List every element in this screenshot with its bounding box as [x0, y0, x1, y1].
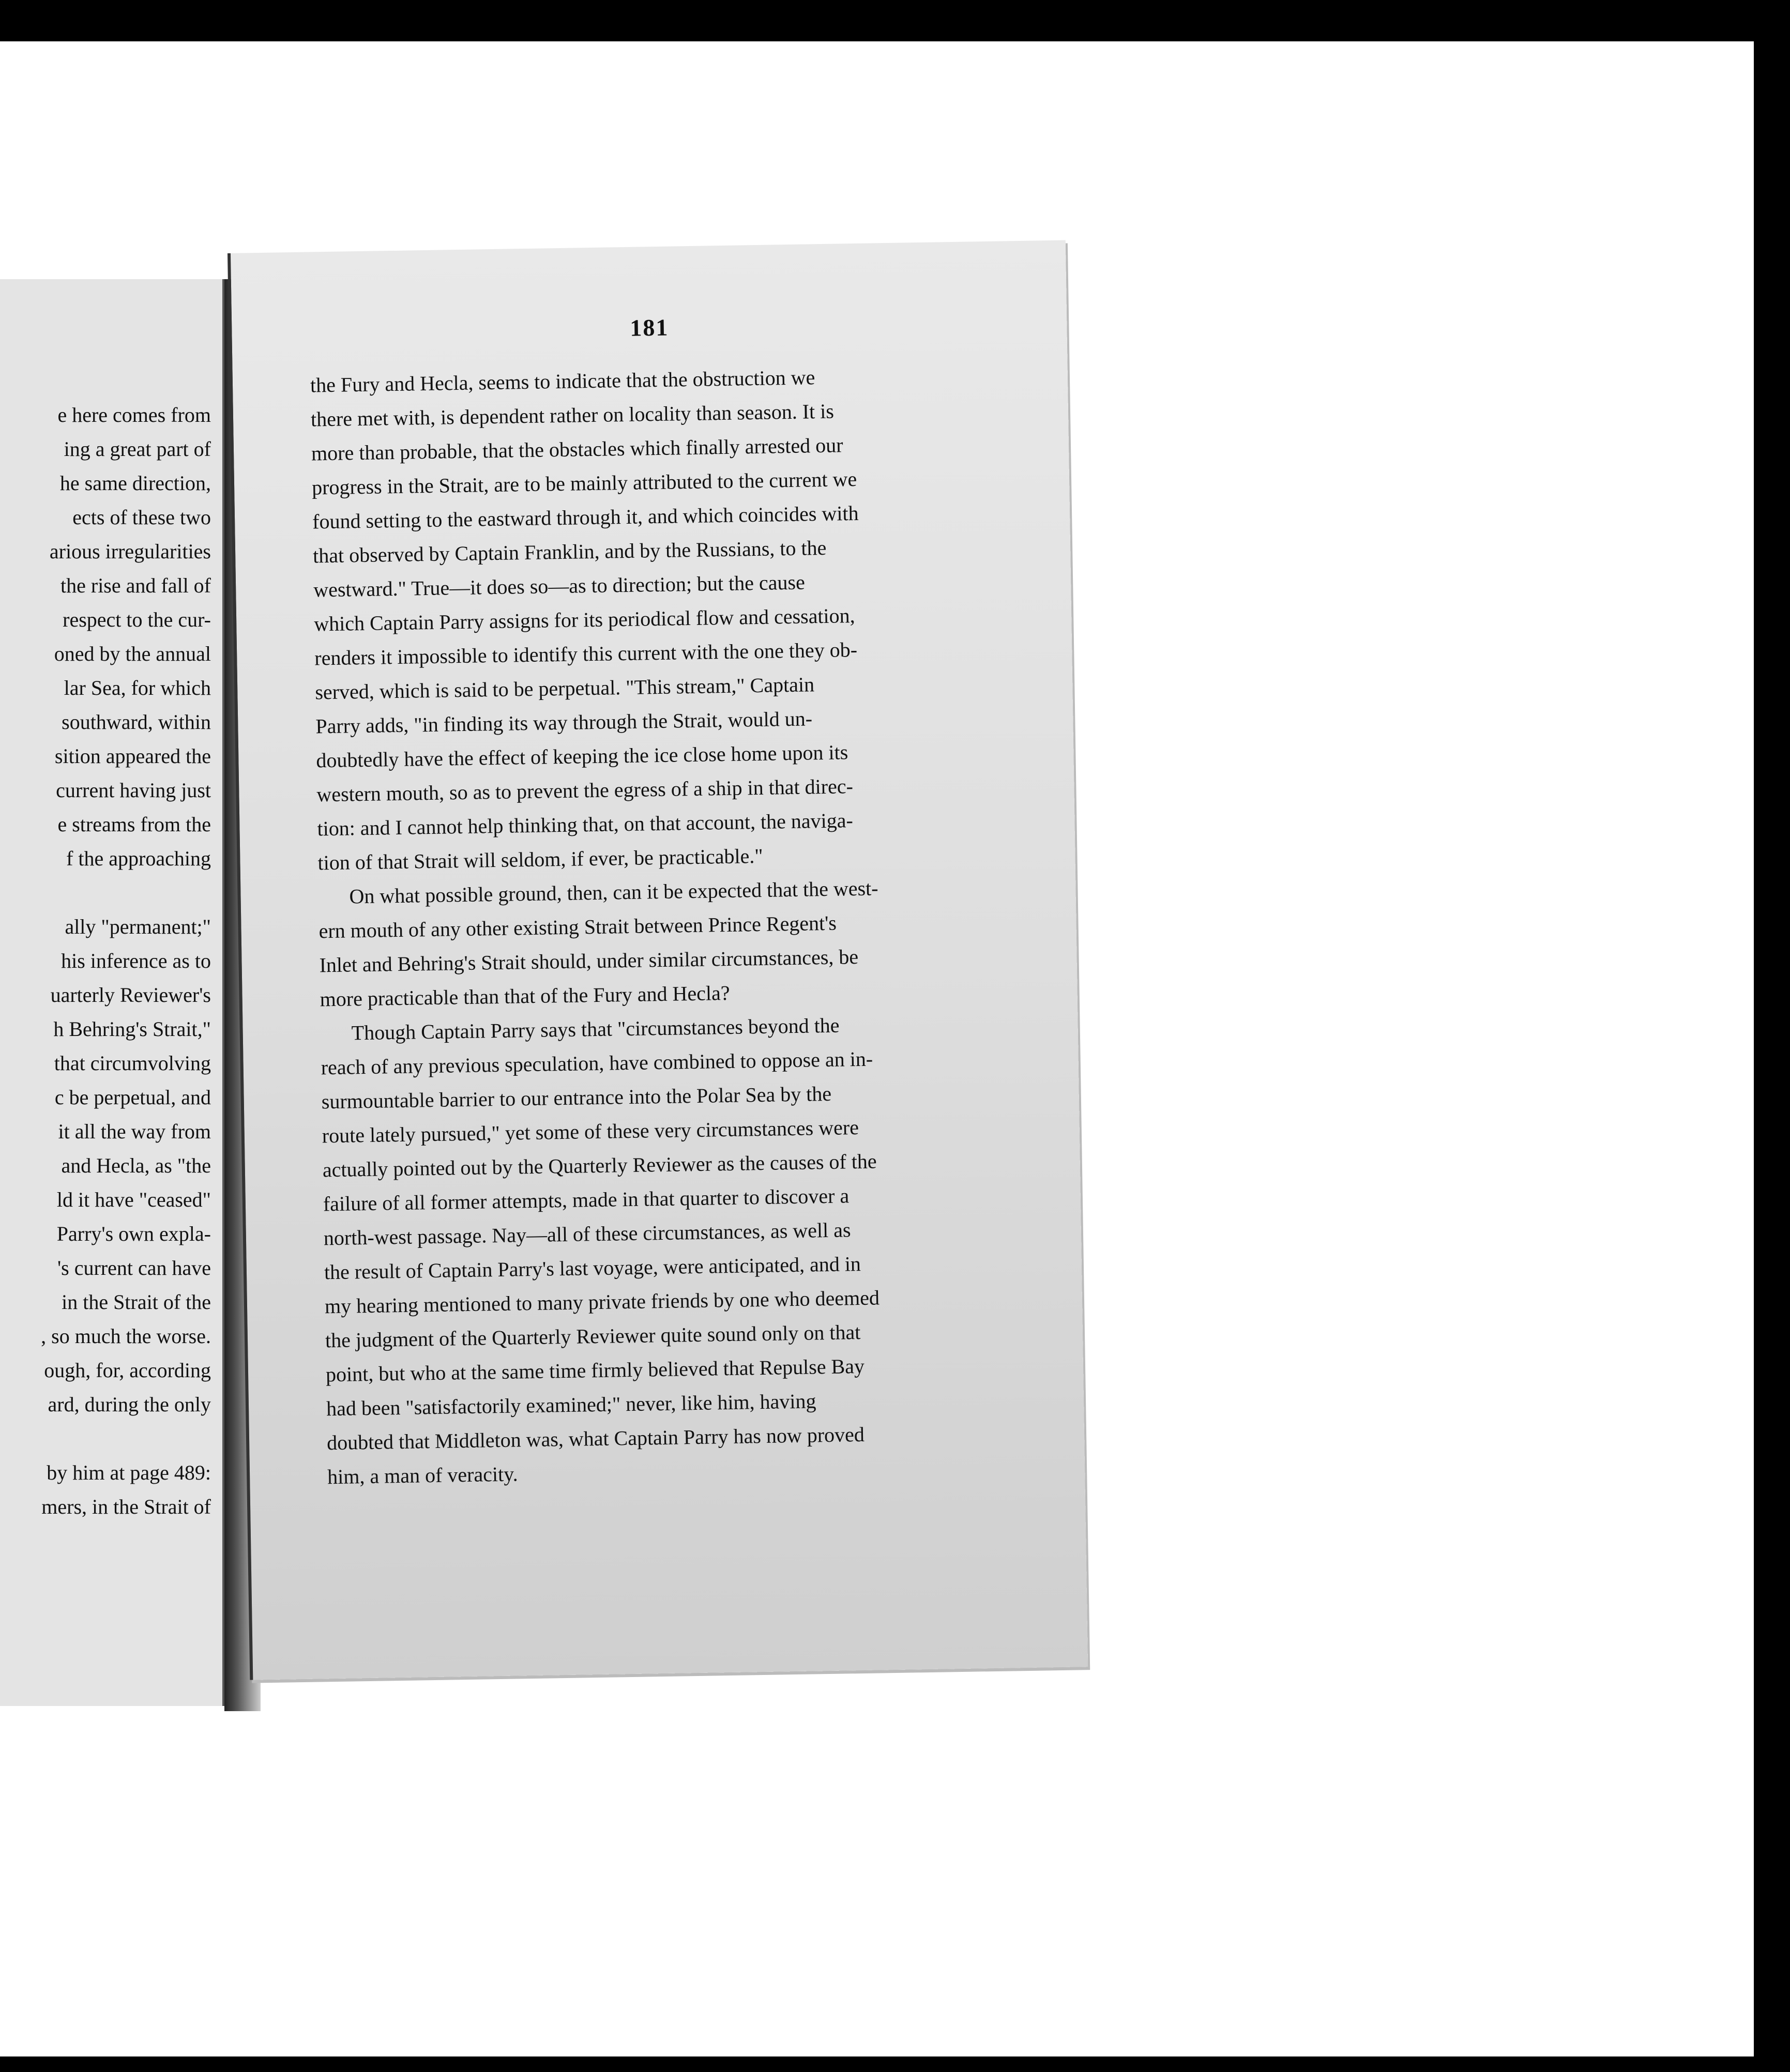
text-line: failure of all former attempts, made in that quarter to discover a: [323, 1184, 850, 1216]
left-page-line: ard, during the only: [48, 1393, 211, 1416]
text-line: him, a man of veracity.: [327, 1462, 518, 1489]
text-line: the result of Captain Parry's last voyage, were anticipated, and in: [324, 1252, 861, 1284]
text-line: had been "satisfactorily examined;" never, like him, having: [326, 1389, 816, 1421]
left-page-line: e here comes from: [57, 403, 211, 426]
text-line: served, which is said to be perpetual. "This stream," Captain: [315, 673, 815, 704]
scan-border-top: [0, 0, 1790, 41]
text-line: found setting to the eastward through it, and which coincides with: [312, 501, 859, 534]
text-line: reach of any previous speculation, have combined to oppose an in-: [321, 1047, 873, 1079]
text-line: the judgment of the Quarterly Reviewer quite sound only on that: [325, 1320, 861, 1352]
text-line: Inlet and Behring's Strait should, under similar circumstances, be: [319, 945, 859, 977]
text-line: progress in the Strait, are to be mainly attributed to the current we: [311, 467, 857, 499]
left-page-line: it all the way from: [58, 1120, 211, 1143]
left-page-line: f the approaching: [66, 847, 211, 870]
left-page-line: and Hecla, as "the: [61, 1154, 211, 1177]
text-line: point, but who at the same time firmly believed that Repulse Bay: [325, 1354, 865, 1387]
scan-border-bottom: [0, 2056, 1790, 2072]
left-page-line: his inference as to: [61, 949, 211, 972]
text-line: ern mouth of any other existing Strait between Prince Regent's: [318, 911, 837, 943]
left-page-line: 's current can have: [57, 1256, 211, 1279]
left-page-line: he same direction,: [59, 471, 211, 495]
text-line: tion: and I cannot help thinking that, on that account, the naviga-: [317, 809, 854, 841]
left-page-line: , so much the worse.: [41, 1324, 211, 1348]
text-line: which Captain Parry assigns for its periodical flow and cessation,: [313, 604, 855, 636]
text-line: route lately pursued," yet some of these very circumstances were: [322, 1116, 859, 1148]
text-line: my hearing mentioned to many private friends by one who deemed: [324, 1286, 880, 1318]
text-line: western mouth, so as to prevent the egress of a ship in that direc-: [316, 774, 854, 806]
left-page-line: ects of these two: [72, 506, 211, 529]
text-line: north-west passage. Nay—all of these circumstances, as well as: [323, 1218, 851, 1250]
left-page-line: ough, for, according: [44, 1359, 211, 1382]
left-page-line: e streams from the: [57, 813, 211, 836]
text-line: Parry adds, "in finding its way through the Strait, would un-: [315, 707, 813, 738]
text-line: actually pointed out by the Quarterly Reviewer as the causes of the: [322, 1149, 877, 1182]
text-line: there met with, is dependent rather on locality than season. It is: [310, 399, 835, 431]
text-line: doubted that Middleton was, what Captain Parry has now proved: [326, 1422, 865, 1455]
left-page-line: by him at page 489:: [47, 1461, 211, 1484]
left-page-line: ally "permanent;": [65, 915, 211, 938]
left-page-line: the rise and fall of: [60, 574, 211, 597]
left-page-line: lar Sea, for which: [64, 676, 211, 699]
left-page-line: respect to the cur-: [63, 608, 211, 631]
left-page: [0, 279, 224, 1706]
left-page-line: current having just: [56, 779, 211, 802]
text-line: that observed by Captain Franklin, and by the Russians, to the: [312, 536, 827, 568]
left-page-line: that circumvolving: [54, 1052, 211, 1075]
text-line: the Fury and Hecla, seems to indicate that the obstruction we: [310, 365, 815, 397]
right-page: [227, 240, 1088, 1680]
text-line: renders it impossible to identify this current with the one they ob-: [314, 637, 858, 670]
paragraph-start-line: On what possible ground, then, can it be expected that the west-: [349, 876, 878, 908]
left-page-line: ld it have "ceased": [56, 1188, 211, 1211]
left-page-line: Parry's own expla-: [56, 1222, 211, 1245]
text-line: more than probable, that the obstacles which finally arrested our: [311, 433, 843, 465]
text-line: more practicable than that of the Fury and Hecla?: [320, 981, 730, 1011]
text-line: tion of that Strait will seldom, if ever, be practicable.": [317, 844, 763, 875]
page-body-text: [310, 358, 1005, 1494]
scan-border-right: [1754, 0, 1790, 2072]
left-page-line: oned by the annual: [54, 642, 211, 665]
left-page-line: h Behring's Strait,": [53, 1017, 211, 1041]
left-page-line: southward, within: [62, 710, 211, 734]
page-number: 181: [629, 314, 669, 341]
left-page-line: uarterly Reviewer's: [50, 983, 211, 1007]
paragraph-start-line: Though Captain Parry says that "circumstances beyond the: [351, 1013, 840, 1045]
text-line: doubtedly have the effect of keeping the ice close home upon its: [316, 740, 848, 772]
text-line: westward." True—it does so—as to direction; but the cause: [313, 570, 806, 602]
left-page-line: sition appeared the: [54, 744, 211, 768]
left-page-line: ing a great part of: [64, 437, 211, 461]
left-page-line: c be perpetual, and: [54, 1086, 211, 1109]
left-page-line: mers, in the Strait of: [41, 1495, 211, 1518]
left-page-line: arious irregularities: [49, 540, 211, 563]
left-page-line: in the Strait of the: [62, 1290, 211, 1314]
text-line: surmountable barrier to our entrance into the Polar Sea by the: [321, 1081, 832, 1114]
